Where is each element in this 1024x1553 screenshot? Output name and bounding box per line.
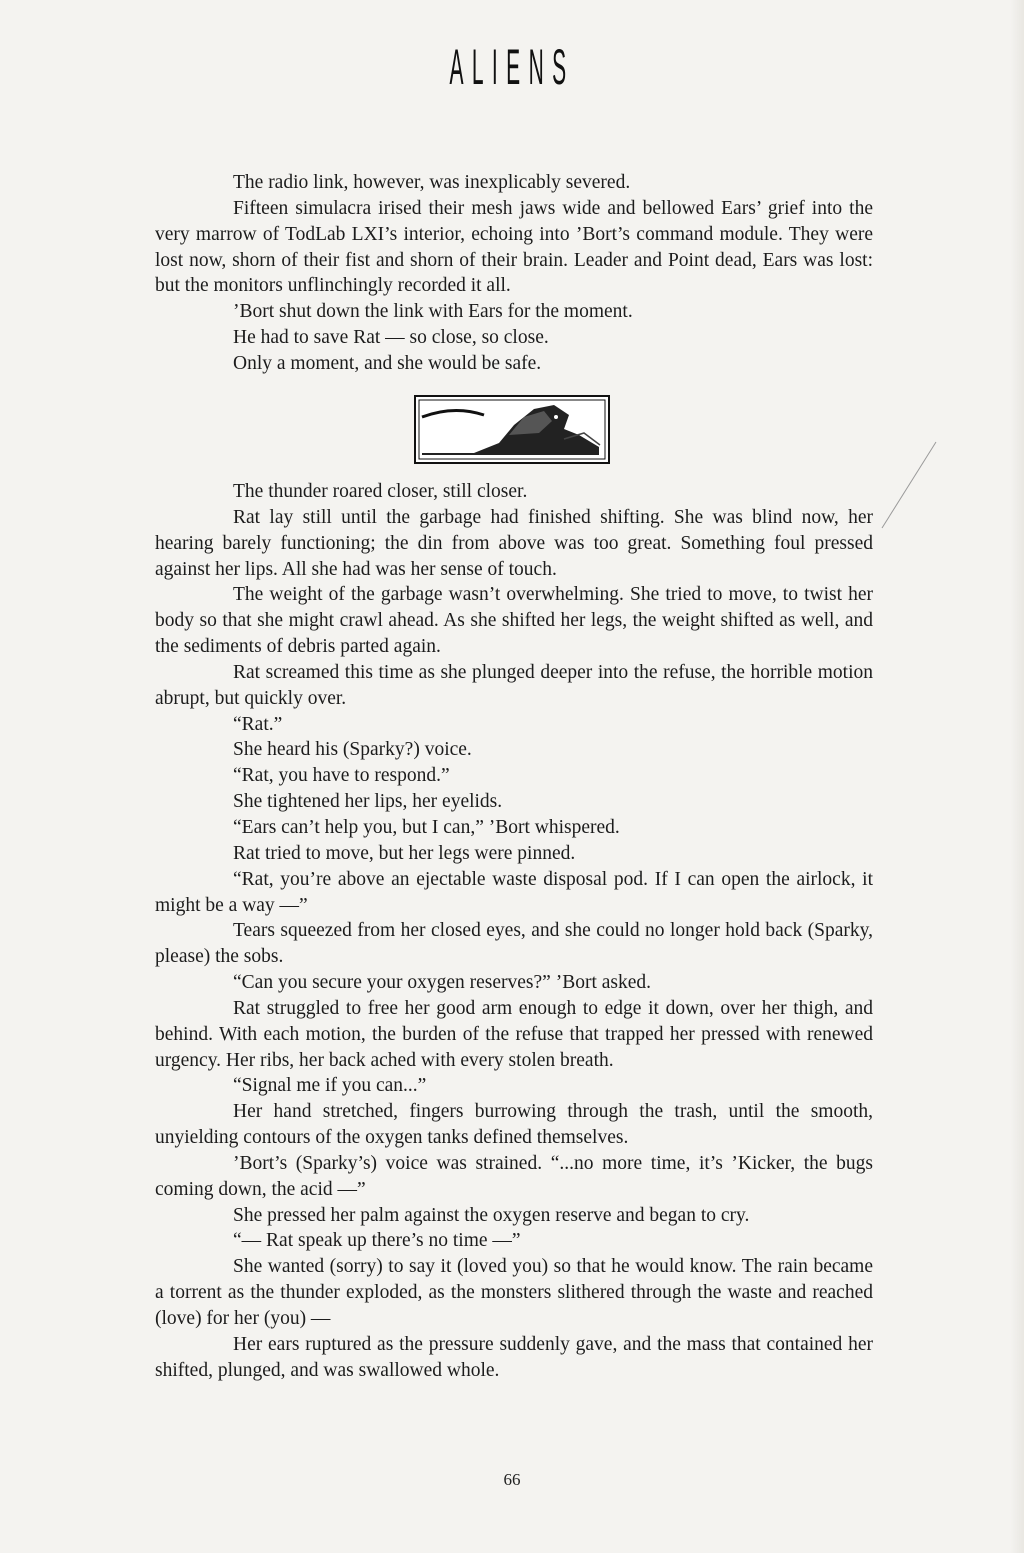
paragraph: “Rat, you have to respond.”: [233, 765, 450, 787]
paragraph: “Can you secure your oxygen reserves?” ’Bort asked.: [233, 972, 652, 994]
page-number: 66: [503, 1470, 521, 1489]
paragraph: “— Rat speak up there’s no time —”: [233, 1230, 521, 1252]
paragraph: Only a moment, and she would be safe.: [233, 352, 542, 374]
paragraph: ’Bort’s (Sparky’s) voice was strained. “...no more time, it’s ’Kicker, the bugs coming down, the acid —”: [155, 1152, 873, 1200]
paragraph: Rat struggled to free her good arm enough to edge it down, over her thigh, and behind. With each motion, the burden of the refuse that trapped her pressed with renewed urgency. Her ribs, her back ached with every stolen breath.: [155, 997, 873, 1071]
paragraph: She wanted (sorry) to say it (loved you) so that he would know. The rain became a torrent as the thunder exploded, as the monsters slithered through the waste and reached (love) for her (you) —: [155, 1256, 873, 1329]
paragraph: She pressed her palm against the oxygen reserve and began to cry.: [233, 1204, 750, 1226]
paragraph: The weight of the garbage wasn’t overwhelming. She tried to move, to twist her body so that she might crawl ahead. As she shifted her legs, the weight shifted as well, and the sediments of debris parted again.: [155, 584, 873, 658]
paragraph: ’Bort shut down the link with Ears for the moment.: [233, 301, 633, 323]
pencil-mark: [878, 440, 938, 530]
paragraph: He had to save Rat — so close, so close.: [233, 327, 549, 349]
paragraph: Rat tried to move, but her legs were pinned.: [233, 842, 576, 864]
text-section-1: [155, 170, 873, 377]
alien-vignette-icon: [414, 395, 610, 464]
paragraph: Fifteen simulacra irised their mesh jaws wide and bellowed Ears’ grief into the very marrow of TodLab LXI’s interior, echoing into ’Bort’s command module. They were lost now, shorn of their fist and shorn of their brain. Leader and Point dead, Ears was lost: but the monitors unflinchingly recorded it all.: [155, 197, 873, 297]
paragraph: Her ears ruptured as the pressure suddenly gave, and the mass that contained her shifted, plunged, and was swallowed whole.: [155, 1333, 873, 1381]
paragraph: She tightened her lips, her eyelids.: [233, 791, 503, 813]
paragraph: Rat screamed this time as she plunged deeper into the refuse, the horrible motion abrupt, but quickly over.: [155, 661, 873, 709]
paragraph: She heard his (Sparky?) voice.: [233, 739, 472, 761]
paragraph: “Rat.”: [233, 713, 283, 735]
paragraph: Tears squeezed from her closed eyes, and she could no longer hold back (Sparky, please) the sobs.: [155, 920, 873, 968]
paragraph: “Rat, you’re above an ejectable waste disposal pod. If I can open the airlock, it might be a way —”: [155, 868, 873, 916]
paragraph: “Ears can’t help you, but I can,” ’Bort whispered.: [233, 816, 620, 838]
paragraph: Her hand stretched, fingers burrowing through the trash, until the smooth, unyielding contours of the oxygen tanks defined themselves.: [155, 1101, 873, 1149]
paragraph: “Signal me if you can...”: [233, 1075, 427, 1097]
paragraph: Rat lay still until the garbage had finished shifting. She was blind now, her hearing barely functioning; the din from above was too great. Something foul pressed against her lips. All she had was her sense of touch.: [155, 506, 873, 580]
text-section-2: [155, 479, 873, 1384]
book-header-title: ALIENS: [449, 39, 575, 95]
page-edge: [1010, 0, 1024, 1553]
paragraph: The thunder roared closer, still closer.: [233, 481, 528, 502]
paragraph: The radio link, however, was inexplicably severed.: [233, 172, 631, 193]
